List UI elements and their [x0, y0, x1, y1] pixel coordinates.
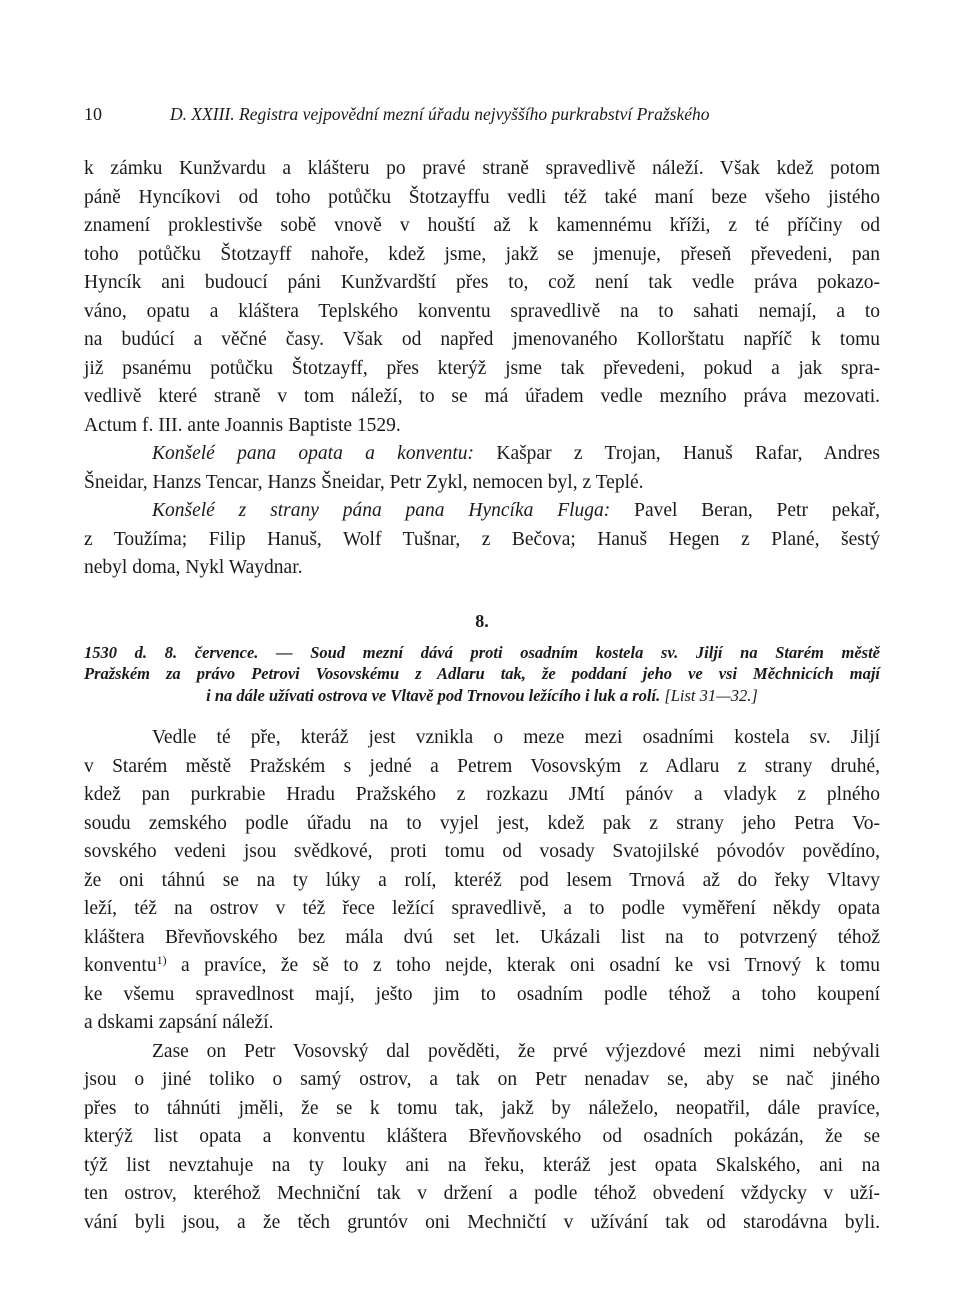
running-head	[84, 100, 880, 130]
text-line: jsou o jiné toliko o samý ostrov, a tak on Petr nenadav se, aby se nač jiného	[84, 1069, 880, 1090]
text-line: Vedle té pře, kteráž jest vznikla o meze mezi osadními kostela sv. Jiljí	[152, 727, 880, 748]
text-line: sovského vedeni jsou svědkové, proti tomu od vosady Svatojilské póvodóv povědíno,	[84, 841, 880, 862]
text-line: ten ostrov, kteréhož Mechniční tak v držení a podle téhož obvedení vždycky v uží-	[84, 1183, 880, 1204]
section-text	[84, 724, 880, 1237]
regest-line-last	[84, 685, 880, 707]
text-fragment: a pravíce, že sě to z toho nejde, kterak oni osadní ke vsi Trnový k tomu	[166, 955, 880, 976]
councillors-flug-label: Konšelé z strany pána pana Hyncíka Fluga:	[152, 500, 611, 521]
text-line: Zase on Petr Vosovský dal pověděti, že prvé výjezdové mezi nimi nebývali	[152, 1040, 880, 1062]
text-line: Hyncík ani budoucí páni Kunžvardští přes to, což není tak vedle práva pokazo-	[84, 272, 880, 293]
regest-source: [List 31—32.]	[664, 685, 758, 705]
text-line: kláštera Břevňovského bez mála dvú set let. Ukázali list na to potvrzený téhož	[84, 926, 880, 948]
councillors-flug-names: Pavel Beran, Petr pekař,	[634, 500, 880, 521]
text-line: leží, též na ostrov v též řece ležící spravedlivě, a to podle vyměření někdy opata	[84, 898, 880, 919]
page	[84, 100, 880, 1237]
running-title: D. XXIII. Registra vejpovědní mezní úřadu nejvyššího purkrabství Pražského	[170, 104, 710, 124]
continued-text	[84, 155, 880, 583]
text-line: již psanému potůčku Štotzayff, přes kterýž jsme tak převedeni, pokud a jak spra-	[84, 357, 880, 379]
text-line: kterýž list opata a konventu kláštera Břevňovského od osadních pokázán, že se	[84, 1126, 880, 1147]
text-line: soudu zemského podle úřadu na to vyjel jest, kdež pak z strany jeho Petra Vo-	[84, 812, 880, 834]
text-line: týž list nevztahuje na ty louky ani na řeku, kteráž jest opata Skalského, ani na	[84, 1154, 880, 1176]
text-fragment: konventu	[84, 955, 157, 976]
footnote-reference[interactable]: 1)	[156, 953, 167, 967]
councillors-flug-line	[84, 497, 880, 526]
text-line: v Starém městě Pražském s jedné a Petrem Vosovským z Adlaru z strany druhé,	[84, 755, 880, 777]
councillors-abbot-names: Kašpar z Trojan, Hanuš Rafar, Andres	[496, 443, 880, 464]
text-line: z Toužíma; Filip Hanuš, Wolf Tušnar, z Bečova; Hanuš Hegen z Plané, šestý	[84, 528, 880, 550]
regest-text: i na dále užívati ostrova ve Vltavě pod Trnovou ležícího i luk a rolí.	[206, 685, 661, 705]
councillors-abbot-line	[84, 440, 880, 469]
regest	[84, 642, 880, 707]
text-line: a dskami zapsání náleží.	[84, 1012, 274, 1033]
councillors-abbot-label: Konšelé pana opata a konventu:	[152, 443, 475, 464]
text-line: vání byli jsou, a že těch gruntóv oni Mechničtí v užívání tak od starodávna byli.	[84, 1211, 880, 1233]
text-line: nebyl doma, Nykl Waydnar.	[84, 557, 303, 578]
text-line: kdež pan purkrabie Hradu Pražského z rozkazu JMtí pánóv a vladyk z plného	[84, 784, 880, 805]
text-line: že oni táhnú se na ty lúky a rolí, kteréž pod lesem Trnová až do řeky Vltavy	[84, 869, 880, 891]
regest-line: Pražském za právo Petrovi Vosovskému z Adlaru tak, že poddaní jeho ve vsi Měchnicích mají	[84, 664, 880, 683]
text-line: Šneidar, Hanzs Tencar, Hanzs Šneidar, Petr Zykl, nemocen byl, z Teplé.	[84, 471, 644, 493]
text-line: přes to táhnúti jměli, že se k tomu tak, jakž by náleželo, neopatřil, dále pravíce,	[84, 1097, 880, 1119]
text-line: ke všemu spravedlnost mají, ješto jim to osadním podle téhož a toho koupení	[84, 983, 880, 1005]
footnote-text-line	[84, 952, 880, 981]
text-line: znamení proklestivše sobě vnově v houští až k kamennému kříži, z té příčiny od	[84, 215, 880, 236]
regest-line: 1530 d. 8. července. — Soud mezní dává proti osadním kostela sv. Jiljí na Starém městě	[84, 642, 880, 662]
text-line: toho potůčku Štotzayff nahoře, kdež jsme, jakž se jmenuje, přeseň převedeni, pan	[84, 243, 880, 265]
text-line: k zámku Kunžvardu a klášteru po pravé straně spravedlivě náleží. Však kdež potom	[84, 158, 880, 179]
text-line: Actum f. III. ante Joannis Baptiste 1529.	[84, 414, 401, 436]
text-line: vedlivě které straně v tom náleží, to se má úřadem vedle mezního práva mezovati.	[84, 386, 880, 407]
page-number: 10	[84, 104, 102, 124]
section-number: 8.	[475, 610, 489, 631]
text-line: páně Hyncíkovi od toho potůčku Štotzayffu vedli též také maní beze všeho jistého	[84, 186, 880, 208]
text-line: na budúcí a věčné časy. Však od napřed jmenovaného Kollorštatu napříč k tomu	[84, 329, 880, 350]
text-line: váno, opatu a kláštera Teplského konventu spravedlivě na to sahati nemají, a to	[84, 300, 880, 322]
